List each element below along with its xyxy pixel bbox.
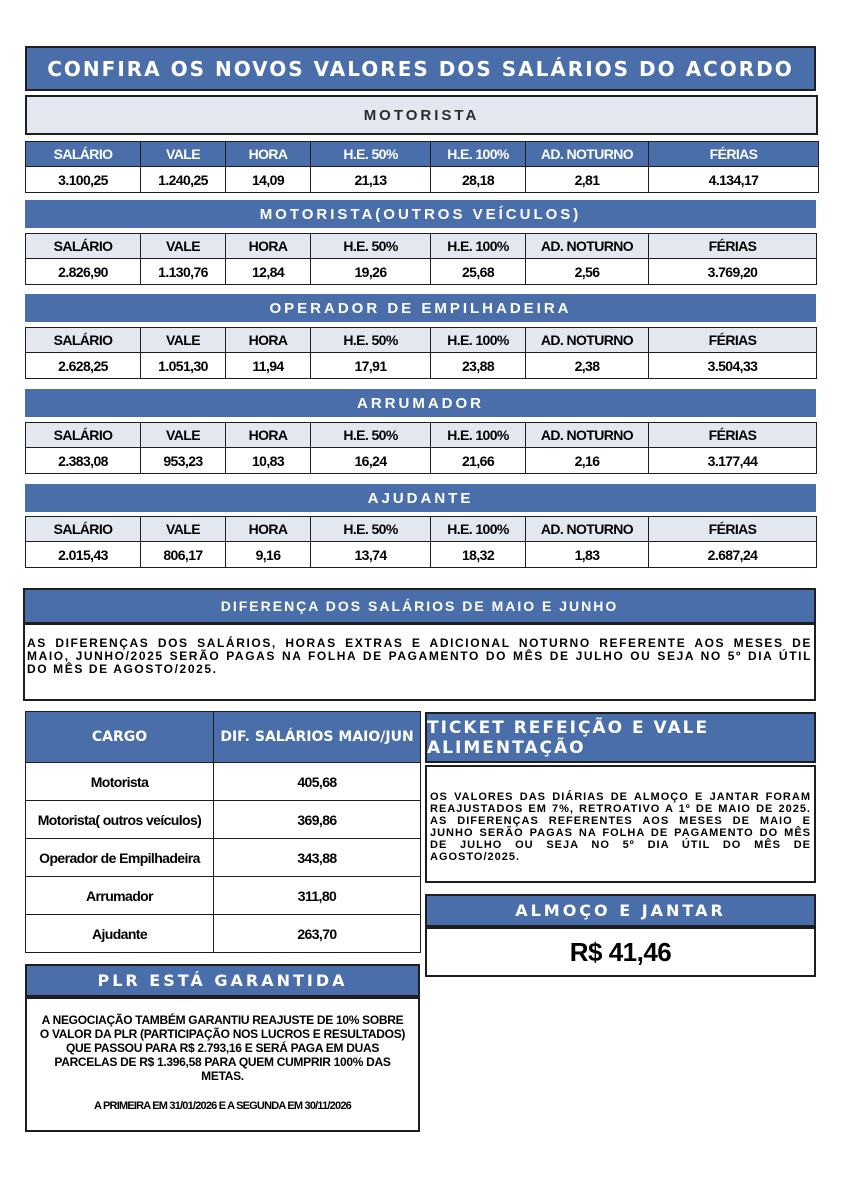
col-header: AD. NOTURNO: [526, 423, 649, 448]
value-cell: 10,83: [226, 448, 311, 474]
value-cell: 12,84: [226, 259, 311, 285]
value-cell: 17,91: [311, 353, 431, 379]
operador-title: OPERADOR DE EMPILHADEIRA: [25, 294, 816, 322]
value-cell: 25,68: [431, 259, 526, 285]
col-header: AD. NOTURNO: [526, 234, 649, 259]
value-cell: 4.134,17: [649, 167, 819, 193]
dif-value-cell: 405,68: [214, 763, 421, 801]
col-header: FÉRIAS: [649, 328, 817, 353]
col-header: H.E. 50%: [311, 517, 431, 542]
col-header: FÉRIAS: [649, 517, 817, 542]
dif-value-cell: 311,80: [214, 877, 421, 915]
value-cell: 2,81: [526, 167, 649, 193]
value-cell: 18,32: [431, 542, 526, 568]
col-header: SALÁRIO: [26, 517, 141, 542]
arrumador-table: [25, 422, 816, 474]
col-header: VALE: [141, 328, 226, 353]
col-header: HORA: [226, 328, 311, 353]
col-header: AD. NOTURNO: [526, 142, 649, 167]
value-cell: 3.769,20: [649, 259, 817, 285]
value-cell: 9,16: [226, 542, 311, 568]
col-header: SALÁRIO: [26, 423, 141, 448]
motorista-title: MOTORISTA: [25, 95, 818, 135]
plr-text: A NEGOCIAÇÃO TAMBÉM GARANTIU REAJUSTE DE 10% SOBRE O VALOR DA PLR (PARTICIPAÇÃO NOS LUCROS E RESULTADOS) QUE PASSOU PARA R$ 2.793,16 E SERÁ PAGA EM DUAS PARCELAS DE R$ 1.396,58 PARA QUEM CUMPRIR 100% DAS METAS.: [39, 1013, 406, 1083]
operador-table: [25, 327, 816, 379]
col-header: HORA: [226, 234, 311, 259]
col-header: VALE: [141, 234, 226, 259]
dif-cargo-cell: Ajudante: [26, 915, 214, 953]
col-header: VALE: [141, 423, 226, 448]
col-header: VALE: [141, 517, 226, 542]
col-header: VALE: [141, 142, 226, 167]
col-header: H.E. 100%: [431, 234, 526, 259]
motorista-table: [25, 141, 818, 193]
col-header: H.E. 50%: [311, 423, 431, 448]
col-header: H.E. 50%: [311, 142, 431, 167]
value-cell: 2.826,90: [26, 259, 141, 285]
col-header: FÉRIAS: [649, 234, 817, 259]
dif-cargo-cell: Arrumador: [26, 877, 214, 915]
value-cell: 14,09: [226, 167, 311, 193]
dif-cargo-cell: Motorista: [26, 763, 214, 801]
motorista-outros-title: MOTORISTA(OUTROS VEÍCULOS): [25, 200, 816, 228]
value-cell: 3.504,33: [649, 353, 817, 379]
col-header: AD. NOTURNO: [526, 517, 649, 542]
value-cell: 11,94: [226, 353, 311, 379]
ajudante-table: [25, 516, 816, 568]
value-cell: 1.051,30: [141, 353, 226, 379]
diferenca-text: AS DIFERENÇAS DOS SALÁRIOS, HORAS EXTRAS E ADICIONAL NOTURNO REFERENTE AOS MESES DE MAIO, JUNHO/2025 SERÃO PAGAS NA FOLHA DE PAGAMENTO DO MÊS DE JULHO OU SEJA NO 5º DIA ÚTIL DO MÊS DE AGOSTO/2025.: [23, 623, 816, 701]
col-header: H.E. 100%: [431, 517, 526, 542]
value-cell: 2.628,25: [26, 353, 141, 379]
plr-box: [25, 997, 420, 1132]
plr-dates: A PRIMEIRA EM 31/01/2026 E A SEGUNDA EM 30/11/2026: [94, 1100, 351, 1112]
value-cell: 16,24: [311, 448, 431, 474]
dif-salarios-table: [25, 711, 420, 953]
motorista-outros-table: [25, 233, 816, 285]
col-header: SALÁRIO: [26, 234, 141, 259]
dif-header-cargo: CARGO: [26, 712, 214, 763]
dif-value-cell: 343,88: [214, 839, 421, 877]
col-header: SALÁRIO: [26, 328, 141, 353]
value-cell: 2,16: [526, 448, 649, 474]
dif-cargo-cell: Operador de Empilhadeira: [26, 839, 214, 877]
value-cell: 21,66: [431, 448, 526, 474]
col-header: SALÁRIO: [26, 142, 141, 167]
value-cell: 28,18: [431, 167, 526, 193]
col-header: H.E. 100%: [431, 142, 526, 167]
dif-value-cell: 369,86: [214, 801, 421, 839]
plr-title: PLR ESTÁ GARANTIDA: [25, 964, 420, 997]
value-cell: 2,38: [526, 353, 649, 379]
main-title: CONFIRA OS NOVOS VALORES DOS SALÁRIOS DO ACORDO: [25, 46, 816, 91]
value-cell: 3.100,25: [26, 167, 141, 193]
col-header: AD. NOTURNO: [526, 328, 649, 353]
value-cell: 21,13: [311, 167, 431, 193]
ticket-title: TICKET REFEIÇÃO E VALE ALIMENTAÇÃO: [425, 712, 816, 763]
value-cell: 1.240,25: [141, 167, 226, 193]
value-cell: 2,56: [526, 259, 649, 285]
value-cell: 1.130,76: [141, 259, 226, 285]
col-header: H.E. 50%: [311, 234, 431, 259]
value-cell: 19,26: [311, 259, 431, 285]
diferenca-title: DIFERENÇA DOS SALÁRIOS DE MAIO E JUNHO: [23, 588, 816, 624]
col-header: HORA: [226, 423, 311, 448]
col-header: HORA: [226, 517, 311, 542]
col-header: HORA: [226, 142, 311, 167]
ajudante-title: AJUDANTE: [25, 484, 816, 512]
value-cell: 2.015,43: [26, 542, 141, 568]
value-cell: 2.383,08: [26, 448, 141, 474]
ticket-text: OS VALORES DAS DIÁRIAS DE ALMOÇO E JANTAR FORAM REAJUSTADOS EM 7%, RETROATIVO A 1º DE MAIO DE 2025. AS DIFERENÇAS REFERENTES AOS MESES DE MAIO E JUNHO SERÃO PAGAS NA FOLHA DE PAGAMENTO DO MÊS DE JULHO OU SEJA NO 5º DIA ÚTIL DO MÊS DE AGOSTO/2025.: [425, 765, 816, 883]
almoco-title: ALMOÇO E JANTAR: [425, 894, 816, 927]
dif-cargo-cell: Motorista( outros veículos): [26, 801, 214, 839]
col-header: FÉRIAS: [649, 142, 819, 167]
dif-header-valor: DIF. SALÁRIOS MAIO/JUN: [214, 712, 421, 763]
value-cell: 1,83: [526, 542, 649, 568]
col-header: FÉRIAS: [649, 423, 817, 448]
col-header: H.E. 100%: [431, 423, 526, 448]
value-cell: 13,74: [311, 542, 431, 568]
col-header: H.E. 50%: [311, 328, 431, 353]
col-header: H.E. 100%: [431, 328, 526, 353]
value-cell: 3.177,44: [649, 448, 817, 474]
almoco-value: R$ 41,46: [425, 927, 816, 977]
value-cell: 953,23: [141, 448, 226, 474]
value-cell: 23,88: [431, 353, 526, 379]
value-cell: 806,17: [141, 542, 226, 568]
value-cell: 2.687,24: [649, 542, 817, 568]
dif-value-cell: 263,70: [214, 915, 421, 953]
arrumador-title: ARRUMADOR: [25, 389, 816, 417]
